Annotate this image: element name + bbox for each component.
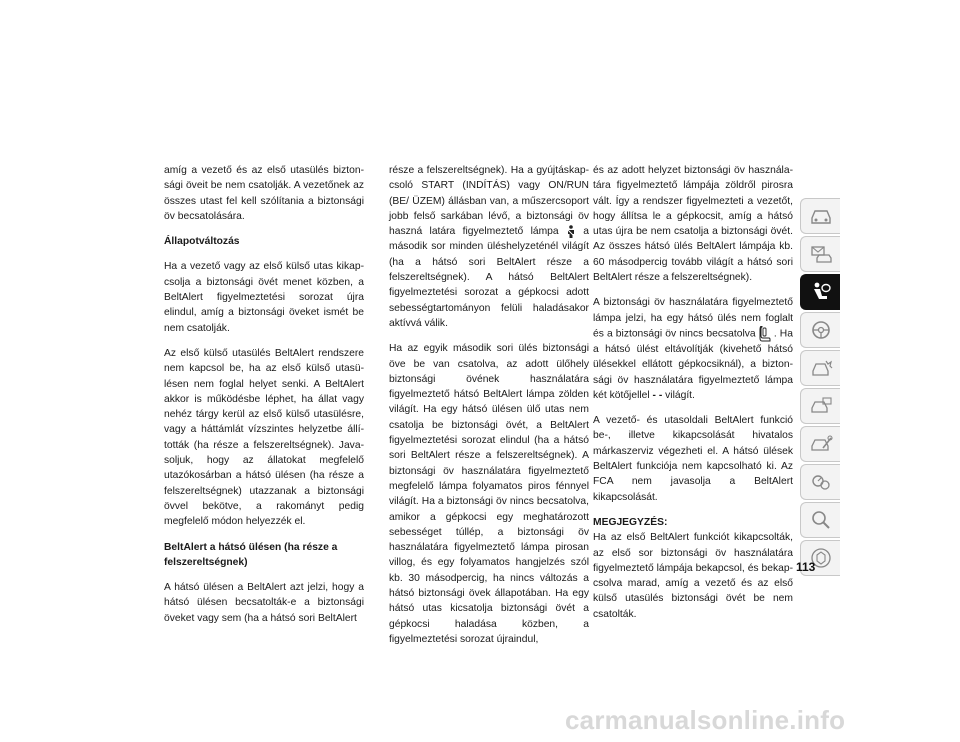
chapter-tab-active[interactable]	[800, 274, 840, 310]
airbag-seat-icon	[809, 281, 833, 303]
text-run: a második sor minden üléshelyzeténél világít (ha a hátsó sori BeltAlert része a felszereltségnek). A hátsó BeltAlert figyelmeztetési sorozat a gépkocsi adott sebességtartományon felüli haladásakor aktívvá válik.	[389, 226, 589, 329]
heading-beltalert-rear: BeltAlert a hátsó ülésen (ha része a felszereltségnek)	[164, 541, 338, 568]
seatbelt-person-icon	[566, 225, 576, 238]
paragraph	[389, 163, 589, 331]
heading-allapotvaltozas: Állapotváltozás	[164, 236, 240, 248]
paragraph: Ha az egyik második sori ülés biztonsági öve be van csatolva, az adott ülőhely biztonsági övének használatára figyelmeztető hátsó BeltAlert lámpa zölden világít. Ha egy hátsó ülésen ülő utas nem csatolja be biztonsági övét, a BeltAlert figyelmeztetési sorozat elindul (ha a hátsó sori BeltAlert része a felszereltségnek). A biztonsági öv használatára figyelmeztető megfelelő lámpa folyamatos piros fénnyel világít. Ha a biztonsági öv nincs becsatolva, amikor a gépkocsi egy meghatározott sebességet túllép, a biztonsági öv használatára figyelmeztető lámpa pirosan villog, és egy folyamatos hangjelzés szól kb. 30 másodpercig, ha nincs változás a hátsó biztonsági övek állapotában. Ha egy hátsó utas kicsatolja biztonsági övét a gépkocsi haladása közben, a figyelmeztetési sorozat újraindul,	[389, 343, 589, 645]
chapter-tab[interactable]	[800, 426, 840, 462]
chapter-tab[interactable]	[800, 350, 840, 386]
text-run: része a felszereltségnek). Ha a gyújtáskapcsoló START (INDÍTÁS) vagy ON/RUN (BE/ ÜZEM) állásban van, a műszercsoport jobb felső sarkában lévő, a biztonsági öv haszná	[389, 165, 589, 238]
gauges-icon	[809, 471, 833, 493]
watermark: carmanualsonline.info	[565, 705, 846, 735]
paragraph: A hátsó ülésen a BeltAlert azt jelzi, hogy a hátsó ülésen becsatolták-e a biztonsági öveket vagy sem (ha a hátsó sori BeltAlert	[164, 582, 364, 624]
paragraph: A vezető- és utasoldali BeltAlert funkció be-, illetve kikapcsolását hivatalos márkaszerviz végezheti el. A hátsó ülések BeltAlert funkciója nem kapcsolható ki. Az FCA nem javasolja a BeltAlert kikapcsolását.	[593, 415, 793, 503]
paragraph: amíg a vezető és az első utasülés biztonsági öveit be nem csatolják. A vezetőnek az összes utast fel kell szólítania a biztonsági öv becsatolására.	[164, 165, 364, 222]
heading-note: MEGJEGYZÉS:	[593, 516, 668, 528]
chapter-tab[interactable]	[800, 388, 840, 424]
steering-wheel-icon	[810, 319, 832, 341]
car-front-icon	[809, 206, 833, 226]
car-service-icon	[809, 396, 833, 416]
text-run: . Ha a hátsó ülést eltávolítják (kivehető hátsó ülésekkel ellátott gépkocsiknál), a biztonsági öv használatára figyelmeztető lámpa két kötőjellel	[593, 328, 793, 401]
chapter-tab[interactable]	[800, 464, 840, 500]
text-run: A biztonsági öv használatára figyelmeztető lámpa jelzi, ha egy hátsó ülés nem foglalt és a biztonsági öv nincs becsatolva	[593, 297, 793, 340]
chapter-tab[interactable]	[800, 236, 840, 272]
paragraph: Ha az első BeltAlert funkciót kikapcsolták, az első sor biztonsági öv használatára figyelmeztető lámpája bekapcsol, és bekapcsolva marad, amíg a vezető és az első külső utasülés biztonsági övét be nem csatolták.	[593, 532, 793, 620]
page-number: 113	[796, 560, 816, 574]
chapter-tab[interactable]	[800, 312, 840, 348]
chapter-tabs	[800, 198, 840, 578]
car-envelope-icon	[809, 244, 833, 264]
paragraph: Ha a vezető vagy az első külső utas kikapcsolja a biztonsági övét menet közben, a BeltAlert figyelmeztetési sorozat újra elindul, amíg a biztonsági öveket ismét be nem csatolják.	[164, 261, 364, 334]
column-2	[389, 163, 589, 657]
chapter-tab[interactable]	[800, 198, 840, 234]
paragraph: Az első külső utasülés BeltAlert rendszere nem kapcsol be, ha az első külső utasülésen nem foglal helyet senki. A BeltAlert akkor is működésbe léphet, ha állat vagy nehéz tárgy kerül az első külső utasülésre, vagy a háttámlát vízszintes helyzetbe állították (ha része a felszereltségnek). Javasoljuk, hogy az állatokat megfelelő utazókosárban a hátsó ülésen (ha része a felszereltségnek) utazzanak a biztonsági övvel bekötve, a rakományt pedig megfelelő módon helyezzék el.	[164, 347, 364, 528]
double-dash-indicator: - -	[652, 389, 663, 401]
car-wrench-icon	[809, 434, 833, 454]
magnifier-icon	[810, 509, 832, 531]
text-run: világít.	[665, 389, 695, 401]
paragraph: és az adott helyzet biztonsági öv használatára figyelmeztető lámpája zöldről pirosra vált. Így a rendszer figyelmezteti a vezetőt, hogy állítsa le a gépkocsit, amíg a hátsó utas újra be nem csatolja a biztonsági övét. Az összes hátsó ülés BeltAlert lámpája kb. 60 másodpercig tovább világít a hátsó sori BeltAlert része a felszereltségnek).	[593, 165, 793, 284]
car-crash-icon	[809, 358, 833, 378]
column-3	[593, 163, 793, 632]
empty-seat-icon	[759, 326, 771, 342]
column-1	[164, 163, 364, 636]
text-run: latára figyelmeztető lámpa	[429, 226, 559, 238]
chapter-tab[interactable]	[800, 502, 840, 538]
paragraph	[593, 295, 793, 403]
